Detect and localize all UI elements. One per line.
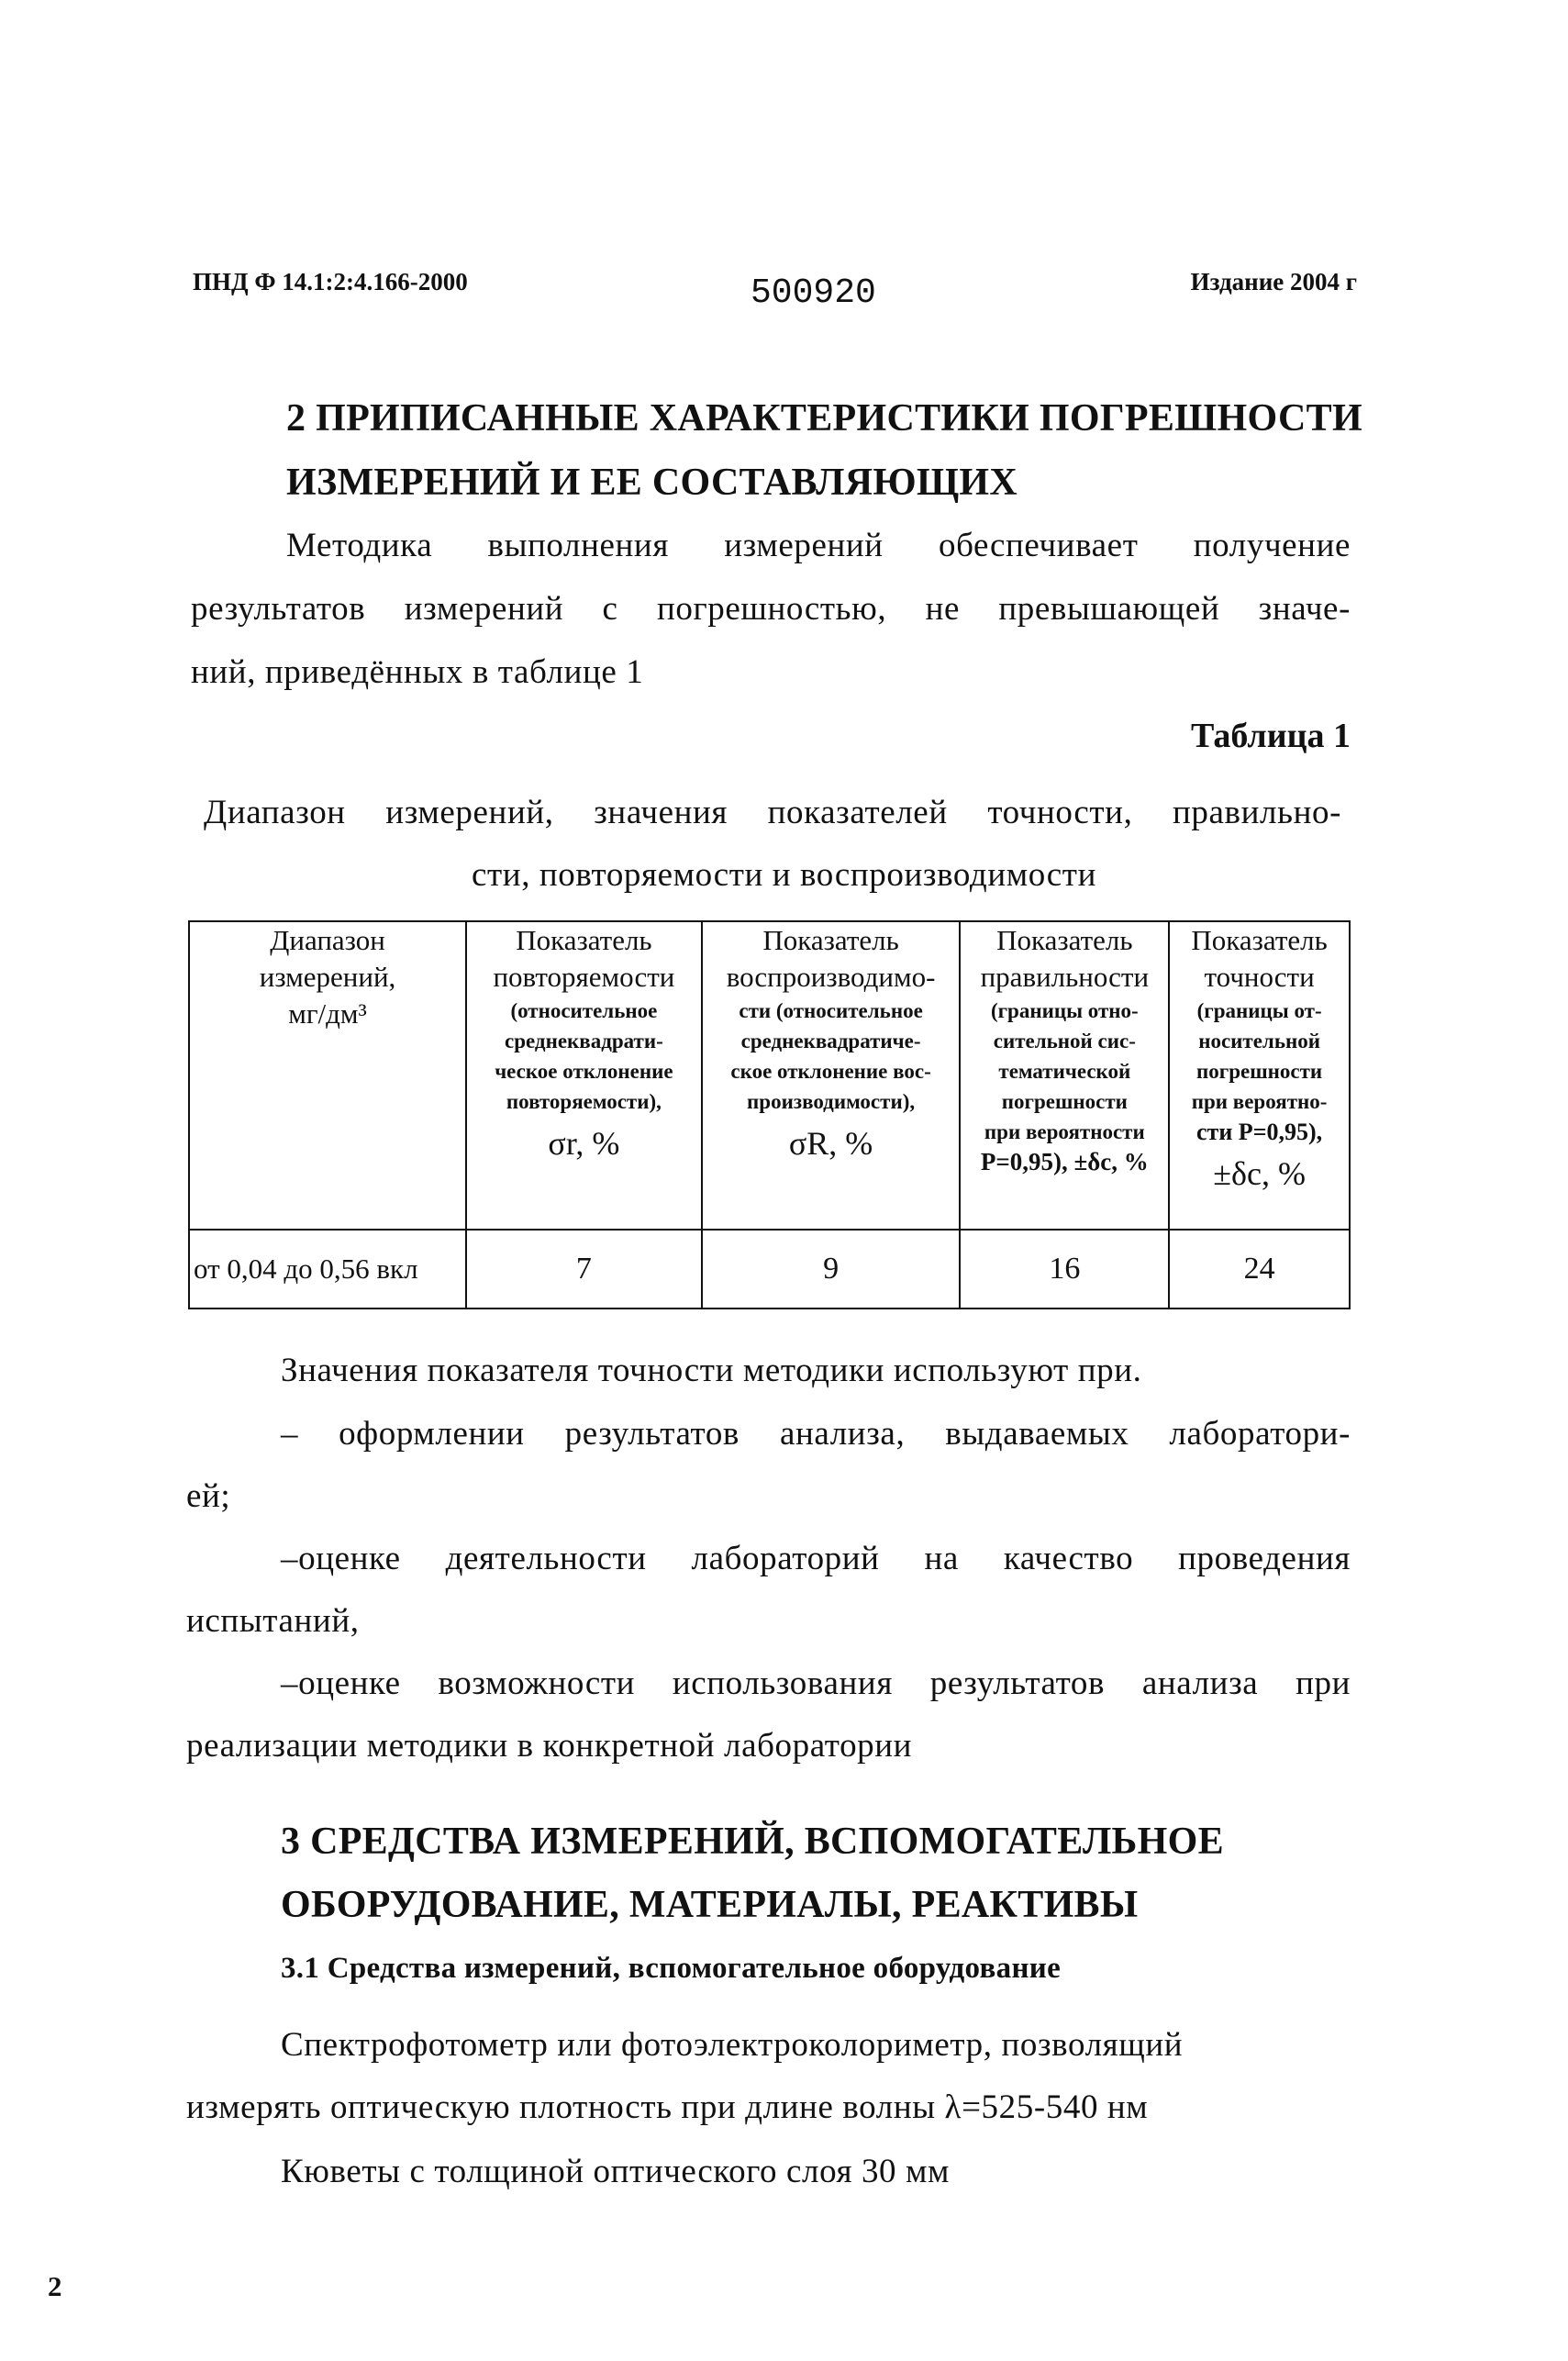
usage-item-3-line1: –оценке возможности использования результатов анализа при: [281, 1665, 1351, 1702]
header-cell-trueness: Показатель правильности (границы отно- сительной сис- тематической погрешности при вероятности P=0,95), ±δc, %: [960, 921, 1169, 1230]
header-cell-range: Диапазон измерений, мг/дм³: [189, 921, 466, 1230]
cell-range: от 0,04 до 0,56 вкл: [189, 1230, 466, 1309]
plus-minus-delta-symbol: ±δc, %: [1213, 1155, 1306, 1192]
section-2-title-line1: 2 ПРИПИСАННЫЕ ХАРАКТЕРИСТИКИ ПОГРЕШНОСТИ: [286, 397, 1362, 440]
equipment-line1: Спектрофотометр или фотоэлектроколориметр, позволящий: [281, 2026, 1184, 2064]
document-code: ПНД Ф 14.1:2:4.166-2000: [193, 268, 468, 295]
table-header-row: [189, 921, 1350, 1230]
usage-item-3-line2: реализации методики в конкретной лаборатории: [186, 1727, 913, 1765]
section-2-paragraph-line3: ний, приведённых в таблице 1: [191, 653, 644, 691]
section-3-title-line2: ОБОРУДОВАНИЕ, МАТЕРИАЛЫ, РЕАКТИВЫ: [281, 1884, 1139, 1926]
document-stamp-number: 500920: [751, 273, 876, 313]
table-label: Таблица 1: [1190, 717, 1351, 755]
edition-label: Издание 2004 г: [1190, 268, 1357, 295]
cell-reproducibility: 9: [702, 1230, 961, 1309]
cell-trueness: 16: [960, 1230, 1169, 1309]
accuracy-table: [188, 920, 1351, 1309]
usage-item-2-line2: испытаний,: [186, 1602, 360, 1640]
page-number: 2: [48, 2270, 62, 2302]
usage-item-1-line1: – оформлении результатов анализа, выдаваемых лаборатори-: [281, 1415, 1351, 1453]
cell-repeatability: 7: [466, 1230, 702, 1309]
section-2-paragraph-line2: результатов измерений с погрешностью, не превышающей значе-: [191, 590, 1351, 628]
header-cell-reproducibility: Показатель воспроизводимо- сти (относительное среднеквадратиче- ское отклонение вос- производимости), σR, %: [702, 921, 961, 1230]
section-2-title-line2: ИЗМЕРЕНИЙ И ЕЕ СОСТАВЛЯЮЩИХ: [286, 462, 1018, 504]
delta-c-symbol: P=0,95), ±δc, %: [980, 1148, 1149, 1175]
usage-item-2-line1: –оценке деятельности лабораторий на качество проведения: [281, 1540, 1351, 1577]
sigma-R-symbol: σR, %: [788, 1125, 873, 1162]
equipment-line3: Кюветы с толщиной оптического слоя 30 мм: [281, 2153, 951, 2190]
usage-intro: Значения показателя точности методики используют при.: [281, 1352, 1142, 1389]
section-2-paragraph-line1: Методика выполнения измерений обеспечивает получение: [286, 527, 1351, 564]
subsection-3-1-title: 3.1 Средства измерений, вспомогательное оборудование: [281, 1952, 1062, 1985]
usage-item-1-line2: ей;: [186, 1477, 231, 1515]
table-caption-line2: сти, повторяемости и воспроизводимости: [472, 856, 1096, 894]
header-cell-accuracy: Показатель точности (границы от- носительной погрешности при вероятно- сти P=0,95), ±δc, %: [1169, 921, 1350, 1230]
table-caption-line1: Диапазон измерений, значения показателей точности, правильно-: [204, 794, 1341, 831]
equipment-line2: измерять оптическую плотность при длине волны λ=525-540 нм: [186, 2088, 1149, 2126]
table-row: [189, 1230, 1350, 1309]
section-3-title-line1: 3 СРЕДСТВА ИЗМЕРЕНИЙ, ВСПОМОГАТЕЛЬНОЕ: [281, 1821, 1224, 1863]
header-cell-repeatability: Показатель повторяемости (относительное среднеквадрати- ческое отклонение повторяемости), σr, %: [466, 921, 702, 1230]
cell-accuracy: 24: [1169, 1230, 1350, 1309]
sigma-r-symbol: σr, %: [548, 1125, 620, 1162]
